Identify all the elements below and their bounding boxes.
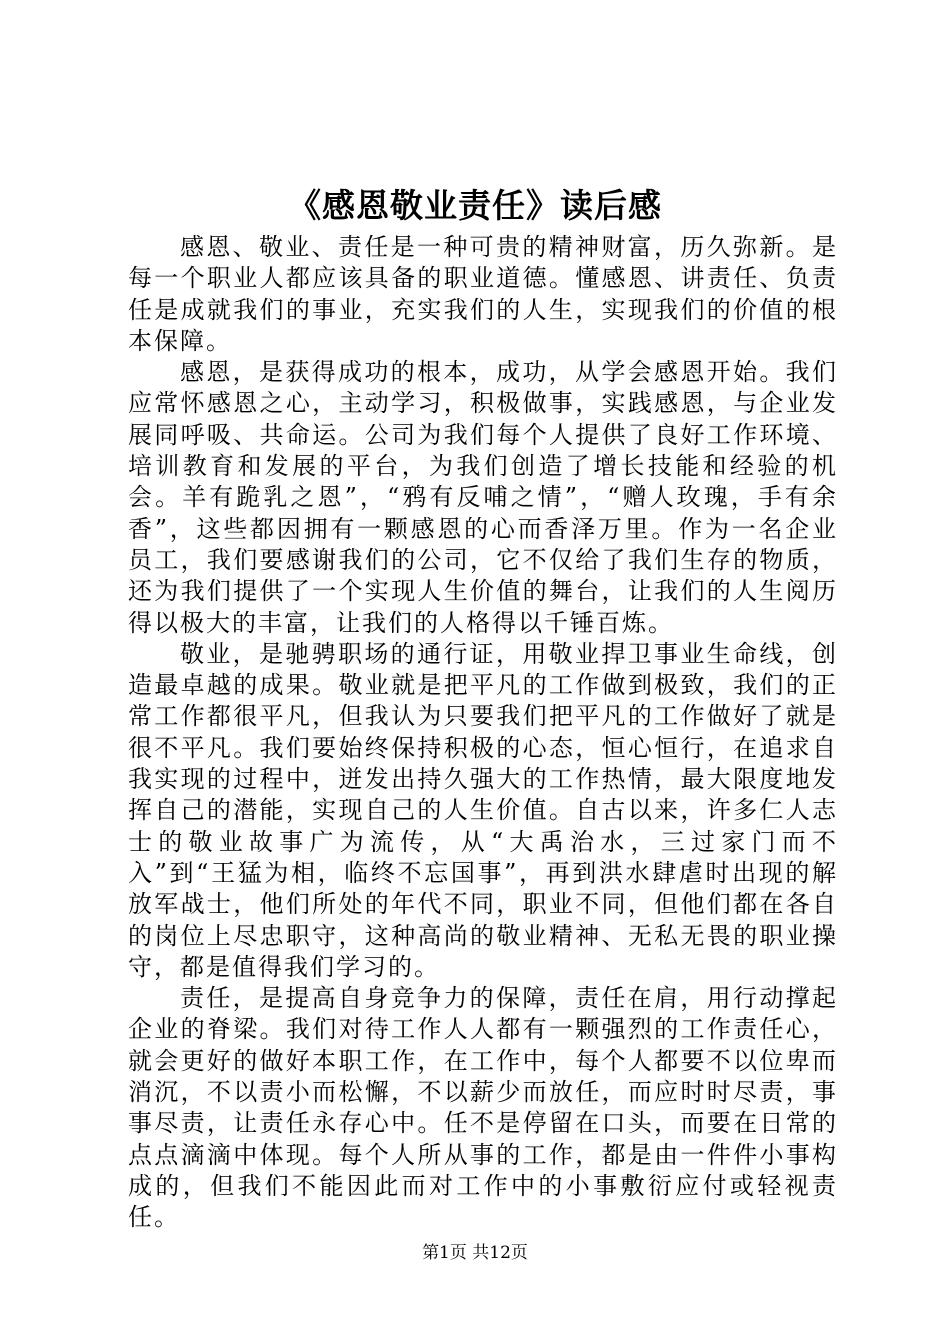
paragraph-gratitude: 感恩，是获得成功的根本，成功，从学会感恩开始。我们应常怀感恩之心，主动学习，积极做事，实践感恩，与企业发展同呼吸、共命运。公司为我们每个人提供了良好工作环境、培训教育和发展的平台，为我们创造了增长技能和经验的机会。羊有跪乳之恩”，“鸦有反哺之情”，“赠人玫瑰，手有余香”，这些都因拥有一颗感恩的心而香泽万里。作为一名企业员工，我们要感谢我们的公司，它不仅给了我们生存的物质，还为我们提供了一个实现人生价值的舞台，让我们的人生阅历得以极大的丰富，让我们的人格得以千锤百炼。 <box>128 358 838 637</box>
paragraph-responsibility: 责任，是提高自身竞争力的保障，责任在肩，用行动撑起企业的脊梁。我们对待工作人人都有一颗强烈的工作责任心，就会更好的做好本职工作，在工作中，每个人都要不以位卑而消沉，不以责小而松懈，不以薪少而放任，而应时时尽责，事事尽责，让责任永存心中。任不是停留在口头，而要在日常的点点滴滴中体现。每个人所从事的工作，都是由一件件小事构成的，但我们不能因此而对工作中的小事敷衍应付或轻视责任。 <box>128 984 838 1232</box>
paragraph-dedication: 敬业，是驰骋职场的通行证，用敬业捍卫事业生命线，创造最卓越的成果。敬业就是把平凡的工作做到极致，我们的正常工作都很平凡，但我认为只要我们把平凡的工作做好了就是很不平凡。我们要始终保持积极的心态，恒心恒行，在追求自我实现的过程中，迸发出持久强大的工作热情，最大限度地发挥自己的潜能，实现自己的人生价值。自古以来，许多仁人志士的敬业故事广为流传，从“大禹治水，三过家门而不入”到“王猛为相，临终不忘国事”，再到洪水肆虐时出现的解放军战士，他们所处的年代不同，职业不同，但他们都在各自的岗位上尽忠职守，这种高尚的敬业精神、无私无畏的职业操守，都是值得我们学习的。 <box>128 639 838 981</box>
paragraph-intro: 感恩、敬业、责任是一种可贵的精神财富，历久弥新。是每一个职业人都应该具备的职业道德。懂感恩、讲责任、负责任是成就我们的事业，充实我们的人生，实现我们的价值的根本保障。 <box>128 233 838 355</box>
document-title: 《感恩敬业责任》读后感 <box>288 186 662 225</box>
document-body <box>128 232 838 1234</box>
page-number-footer: 第1页 共12页 <box>422 1243 528 1263</box>
